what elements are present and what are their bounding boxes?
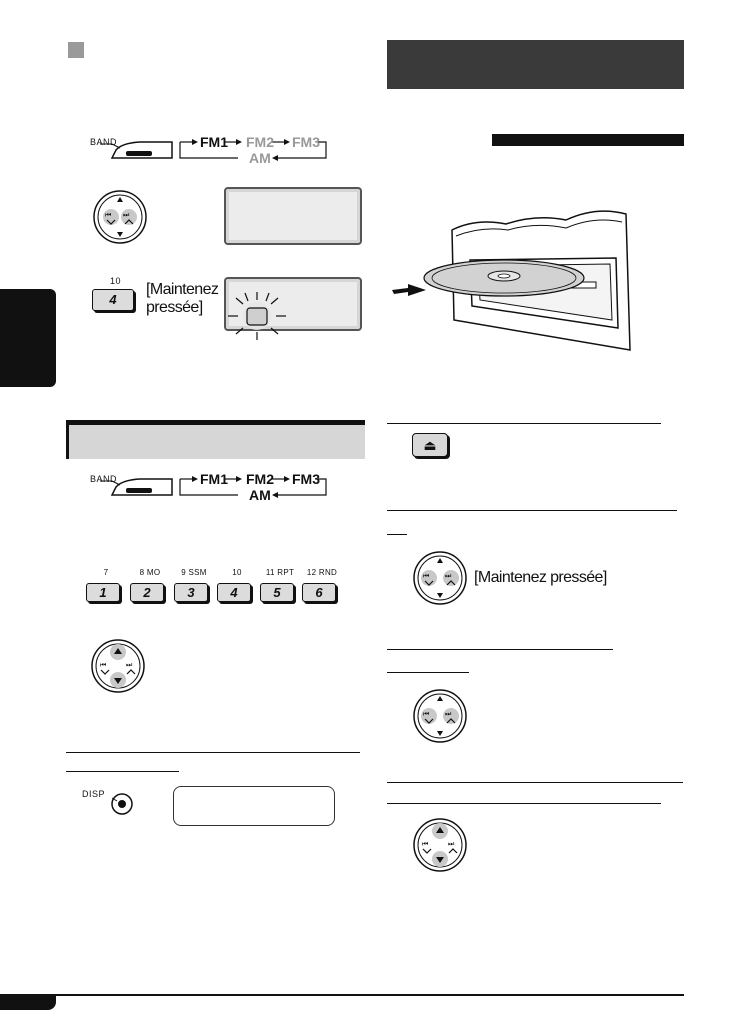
svg-text:⏮: ⏮ (100, 662, 107, 669)
control-dial-skip-icon-2 (412, 688, 468, 744)
number-key-2-label: 8 MO (139, 568, 161, 577)
language-side-tab (0, 289, 56, 387)
display-screen-1 (224, 187, 362, 245)
disp-display-box (173, 786, 335, 826)
rule-right-5 (387, 672, 469, 673)
band-diagram-1 (82, 136, 342, 166)
control-dial-2[interactable] (90, 638, 146, 694)
band-fm1: FM1 (200, 134, 228, 150)
number-key-1-label: 7 (103, 568, 109, 577)
band-am: AM (249, 150, 271, 166)
number-keys-row (86, 568, 346, 608)
number-key-6-num: 6 (302, 583, 336, 602)
svg-text:⏭: ⏭ (448, 841, 455, 848)
rule-right-7 (387, 803, 661, 804)
number-key-2-num: 2 (130, 583, 164, 602)
band-am-2: AM (249, 487, 271, 503)
disp-button-icon (110, 792, 134, 816)
band-label-2: BAND (90, 474, 118, 484)
band-fm3-2: FM3 (292, 471, 320, 487)
number-key-6[interactable] (302, 568, 342, 602)
rule-right-4 (387, 649, 613, 650)
control-dial-icon (92, 189, 148, 245)
footer-rule (0, 994, 684, 996)
rule-left-2 (66, 771, 179, 772)
control-dial-3[interactable] (412, 550, 468, 606)
disp-button[interactable] (110, 792, 134, 816)
svg-text:⏭: ⏭ (123, 212, 130, 219)
band-fm2: FM2 (246, 134, 274, 150)
svg-text:⏭: ⏭ (445, 573, 452, 580)
svg-text:⏮: ⏮ (105, 212, 112, 219)
control-dial-updown-icon (90, 638, 146, 694)
number-key-2[interactable] (130, 568, 170, 602)
control-dial-1[interactable] (92, 189, 148, 245)
number-key-6-label: 12 RND (306, 568, 338, 577)
cd-insert-illustration (386, 200, 666, 360)
band-fm3: FM3 (292, 134, 320, 150)
svg-text:⏮: ⏮ (423, 573, 430, 580)
eject-button[interactable]: ⏏ (412, 433, 448, 457)
svg-text:⏭: ⏭ (126, 662, 133, 669)
svg-text:⏮: ⏮ (422, 841, 429, 848)
svg-text:⏮: ⏮ (423, 711, 430, 718)
hold-line-2: pressée] (146, 299, 203, 316)
number-key-1[interactable] (86, 568, 126, 602)
flashing-indicator-icon (226, 290, 288, 342)
preset-key-top-label: 10 (110, 276, 122, 286)
number-key-4-num: 4 (217, 583, 251, 602)
control-dial-5[interactable] (412, 817, 468, 873)
preset-key-4[interactable] (92, 289, 134, 311)
cd-hold-instruction: [Maintenez pressée] (474, 569, 607, 586)
section-box (66, 420, 365, 459)
rule-right-3 (387, 534, 407, 535)
band-diagram-2 (82, 473, 342, 503)
number-key-3-label: 9 SSM (181, 568, 207, 577)
number-key-4[interactable] (217, 568, 257, 602)
section-header-bar (387, 40, 684, 89)
subsection-bar (492, 134, 684, 146)
number-key-3[interactable] (174, 568, 214, 602)
control-dial-4[interactable] (412, 688, 468, 744)
band-fm2-2: FM2 (246, 471, 274, 487)
rule-left-1 (66, 752, 360, 753)
number-key-3-num: 3 (174, 583, 208, 602)
hold-instruction (146, 281, 218, 317)
band-label: BAND (90, 137, 118, 147)
rule-right-2 (387, 510, 677, 511)
number-key-1-num: 1 (86, 583, 120, 602)
disp-label: DISP (82, 789, 106, 799)
band-fm1-2: FM1 (200, 471, 228, 487)
number-key-4-label: 10 (232, 568, 242, 577)
number-key-5-num: 5 (260, 583, 294, 602)
page-number-tab (0, 996, 56, 1010)
number-key-5-label: 11 RPT (265, 568, 295, 577)
hold-line-1: [Maintenez (146, 281, 219, 298)
number-key-5[interactable] (260, 568, 300, 602)
control-dial-skip-icon (412, 550, 468, 606)
section-marker-square (68, 42, 84, 58)
control-dial-updown-icon-2 (412, 817, 468, 873)
rule-right-1 (387, 423, 661, 424)
preset-key-number: 4 (92, 289, 134, 311)
rule-right-6 (387, 782, 683, 783)
svg-text:⏭: ⏭ (445, 711, 452, 718)
